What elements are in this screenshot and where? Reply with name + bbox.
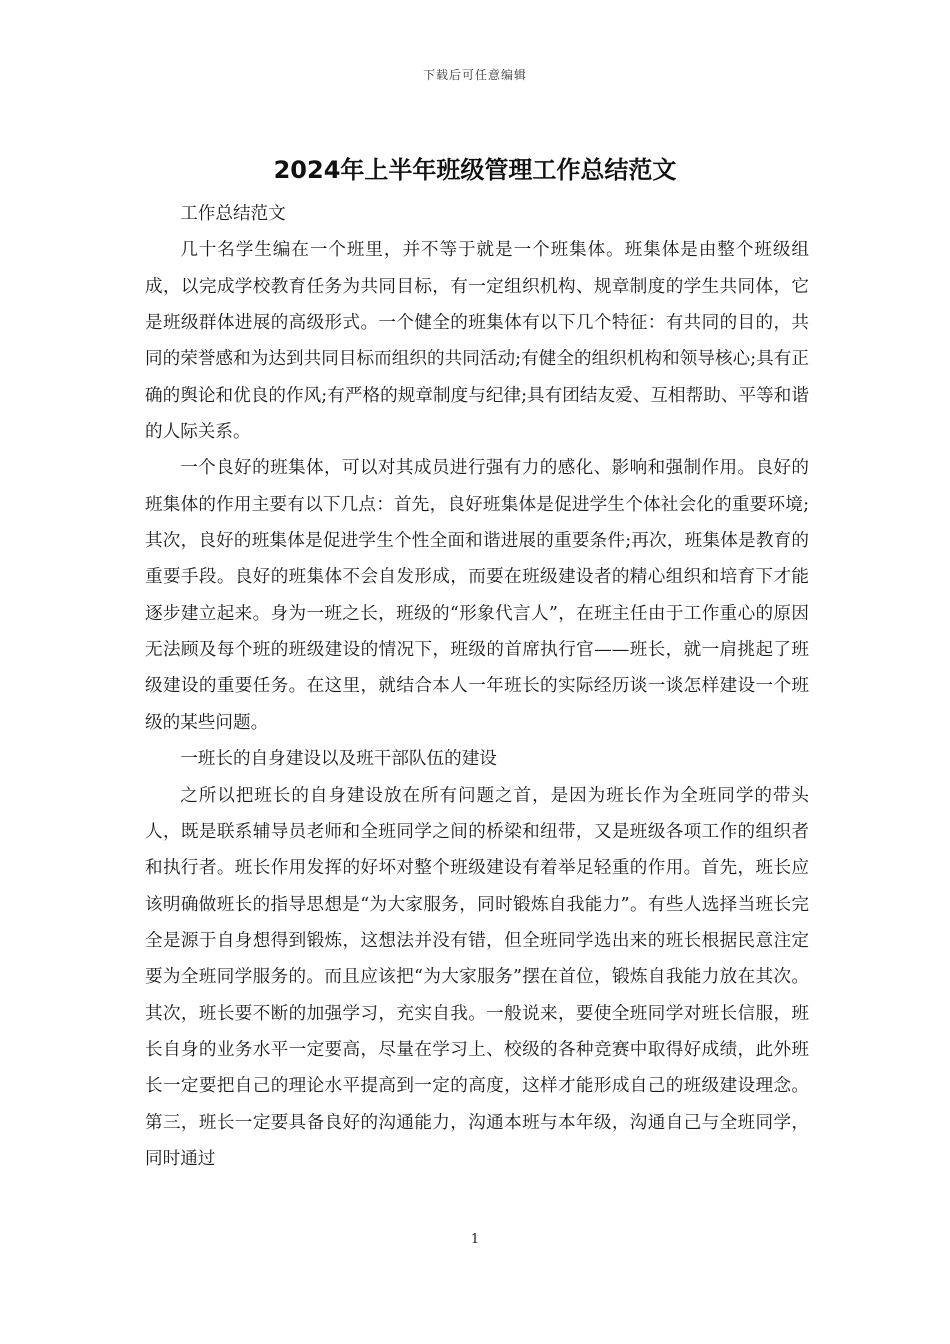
section-label: 工作总结范文 <box>180 204 286 224</box>
header-note: 下载后可任意编辑 <box>422 68 527 82</box>
document-title: 2024年上半年班级管理工作总结范文 <box>273 156 677 184</box>
body-paragraph: 几十名学生编在一个班里，并不等于就是一个班集体。班集体是由整个班级组成，以完成学校教育任务为共同目标，有一定组织机构、规章制度的学生共同体，它是班级群体进展的高级形式。一个健全的班集体有以下几个特征：有共同的目的，共同的荣誉感和为达到共同目标而组织的共同活动;有健全的组织机构和领导核心;具有正确的舆论和优良的作风;有严格的规章制度与纪律;具有团结友爱、互相帮助、平等和谐的人际关系。 <box>145 240 809 443</box>
body-paragraph: 之所以把班长的自身建设放在所有问题之首，是因为班长作为全班同学的带头人，既是联系辅导员老师和全班同学之间的桥梁和纽带，又是班级各项工作的组织者和执行者。班长作用发挥的好坏对整个班级建设有着举足轻重的作用。首先，班长应该明确做班长的指导思想是“为大家服务，同时锻炼自我能力”。有些人选择当班长完全是源于自身想得到锻炼，这想法并没有错，但全班同学选出来的班长根据民意注定要为全班同学服务的。而且应该把“为大家服务”摆在首位，锻炼自我能力放在其次。其次，班长要不断的加强学习，充实自我。一般说来，要使全班同学对班长信服，班长自身的业务水平一定要高，尽量在学习上、校级的各种竞赛中取得好成绩，此外班长一定要把自己的理论水平提高到一定的高度，这样才能形成自己的班级建设理念。第三，班长一定要具备良好的沟通能力，沟通本班与本年级，沟通自己与全班同学，同时通过 <box>145 785 809 1169</box>
page-number: 1 <box>470 1232 480 1247</box>
section-heading: 一班长的自身建设以及班干部队伍的建设 <box>180 749 497 770</box>
body-paragraph: 一个良好的班集体，可以对其成员进行强有力的感化、影响和强制作用。良好的班集体的作用主要有以下几点：首先，良好班集体是促进学生个体社会化的重要环境;其次，良好的班集体是促进学生个性全面和谐进展的重要条件;再次，班集体是教育的重要手段。良好的班集体不会自发形成，而要在班级建设者的精心组织和培育下才能逐步建立起来。身为一班之长，班级的“形象代言人”，在班主任由于工作重心的原因无法顾及每个班的班级建设的情况下，班级的首席执行官——班长，就一肩挑起了班级建设的重要任务。在这里，就结合本人一年班长的实际经历谈一谈怎样建设一个班级的某些问题。 <box>145 458 809 733</box>
document-body <box>145 196 809 1177</box>
